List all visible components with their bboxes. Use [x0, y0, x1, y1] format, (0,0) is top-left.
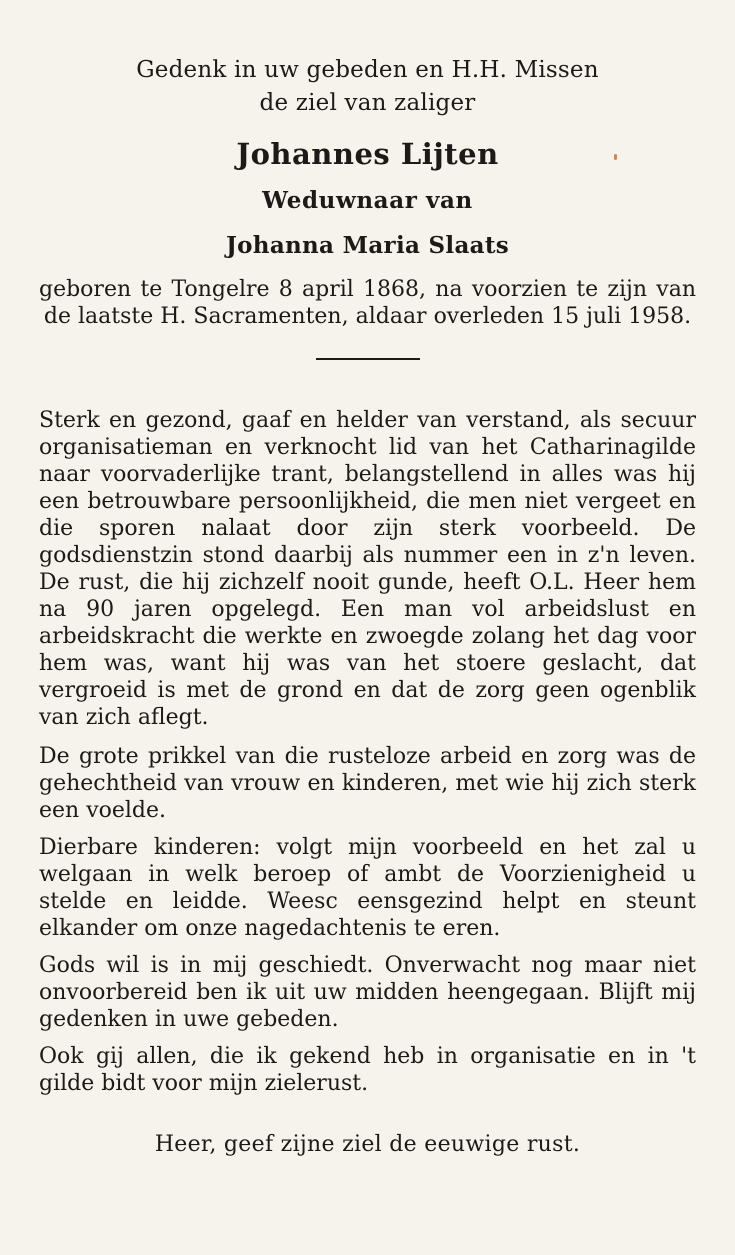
paragraph-1: Sterk en gezond, gaaf en helder van verstand, als secuur organisatieman en verknocht lid van het Catharinagilde naar voorvaderlijke trant, belangstellend in alles was hij een betrouwbare persoonlijkheid, die men niet vergeet en die sporen nalaat door zijn sterk voorbeeld. De godsdienstzin stond daarbij als nummer een in z'n leven. De rust, die hij zichzelf nooit gunde, heeft O.L. Heer hem na 90 jaren opgelegd. Een man vol arbeidslust en arbeidskracht die werkte en zwoegde zolang het dag voor hem was, want hij was van het stoere geslacht, dat vergroeid is met de grond en dat de zorg geen ogenblik van zich aflegt. — [39, 408, 696, 730]
widower-label: Weduwnaar van — [262, 187, 473, 214]
paragraph-2: De grote prikkel van die rusteloze arbeid en zorg was de gehechtheid van vrouw en kinderen, met wie hij zich sterk een voelde. — [39, 744, 696, 823]
spouse-name: Johanna Maria Slaats — [225, 232, 510, 259]
paragraph-5: Ook gij allen, die ik gekend heb in organisatie en in 't gilde bidt voor mijn zielerust. — [39, 1044, 696, 1096]
deceased-name: Johannes Lijten — [236, 137, 499, 171]
body-text — [39, 407, 696, 1097]
intro-line-1: Gedenk in uw gebeden en H.H. Missen — [136, 57, 599, 83]
intro-line-2: de ziel van zaliger — [259, 90, 476, 116]
intro — [39, 0, 696, 120]
paper-speck — [614, 154, 617, 160]
paragraph-3: Dierbare kinderen: volgt mijn voorbeeld en het zal u welgaan in welk beroep of ambt de Voorzienigheid u stelde en leidde. Weesc eensgezind helpt en steunt elkander om onze nagedachtenis te eren. — [39, 835, 696, 941]
closing-prayer: Heer, geef zijne ziel de eeuwige rust. — [154, 1132, 581, 1157]
birth-death-text: geboren te Tongelre 8 april 1868, na voorzien te zijn van de laatste H. Sacramenten, aldaar overleden 15 juli 1958. — [39, 277, 696, 329]
divider-line — [316, 358, 420, 360]
paragraph-4: Gods wil is in mij geschiedt. Onverwacht nog maar niet onvoorbereid ben ik uit uw midden heengegaan. Blijft mij gedenken in uwe gebeden. — [39, 953, 696, 1032]
